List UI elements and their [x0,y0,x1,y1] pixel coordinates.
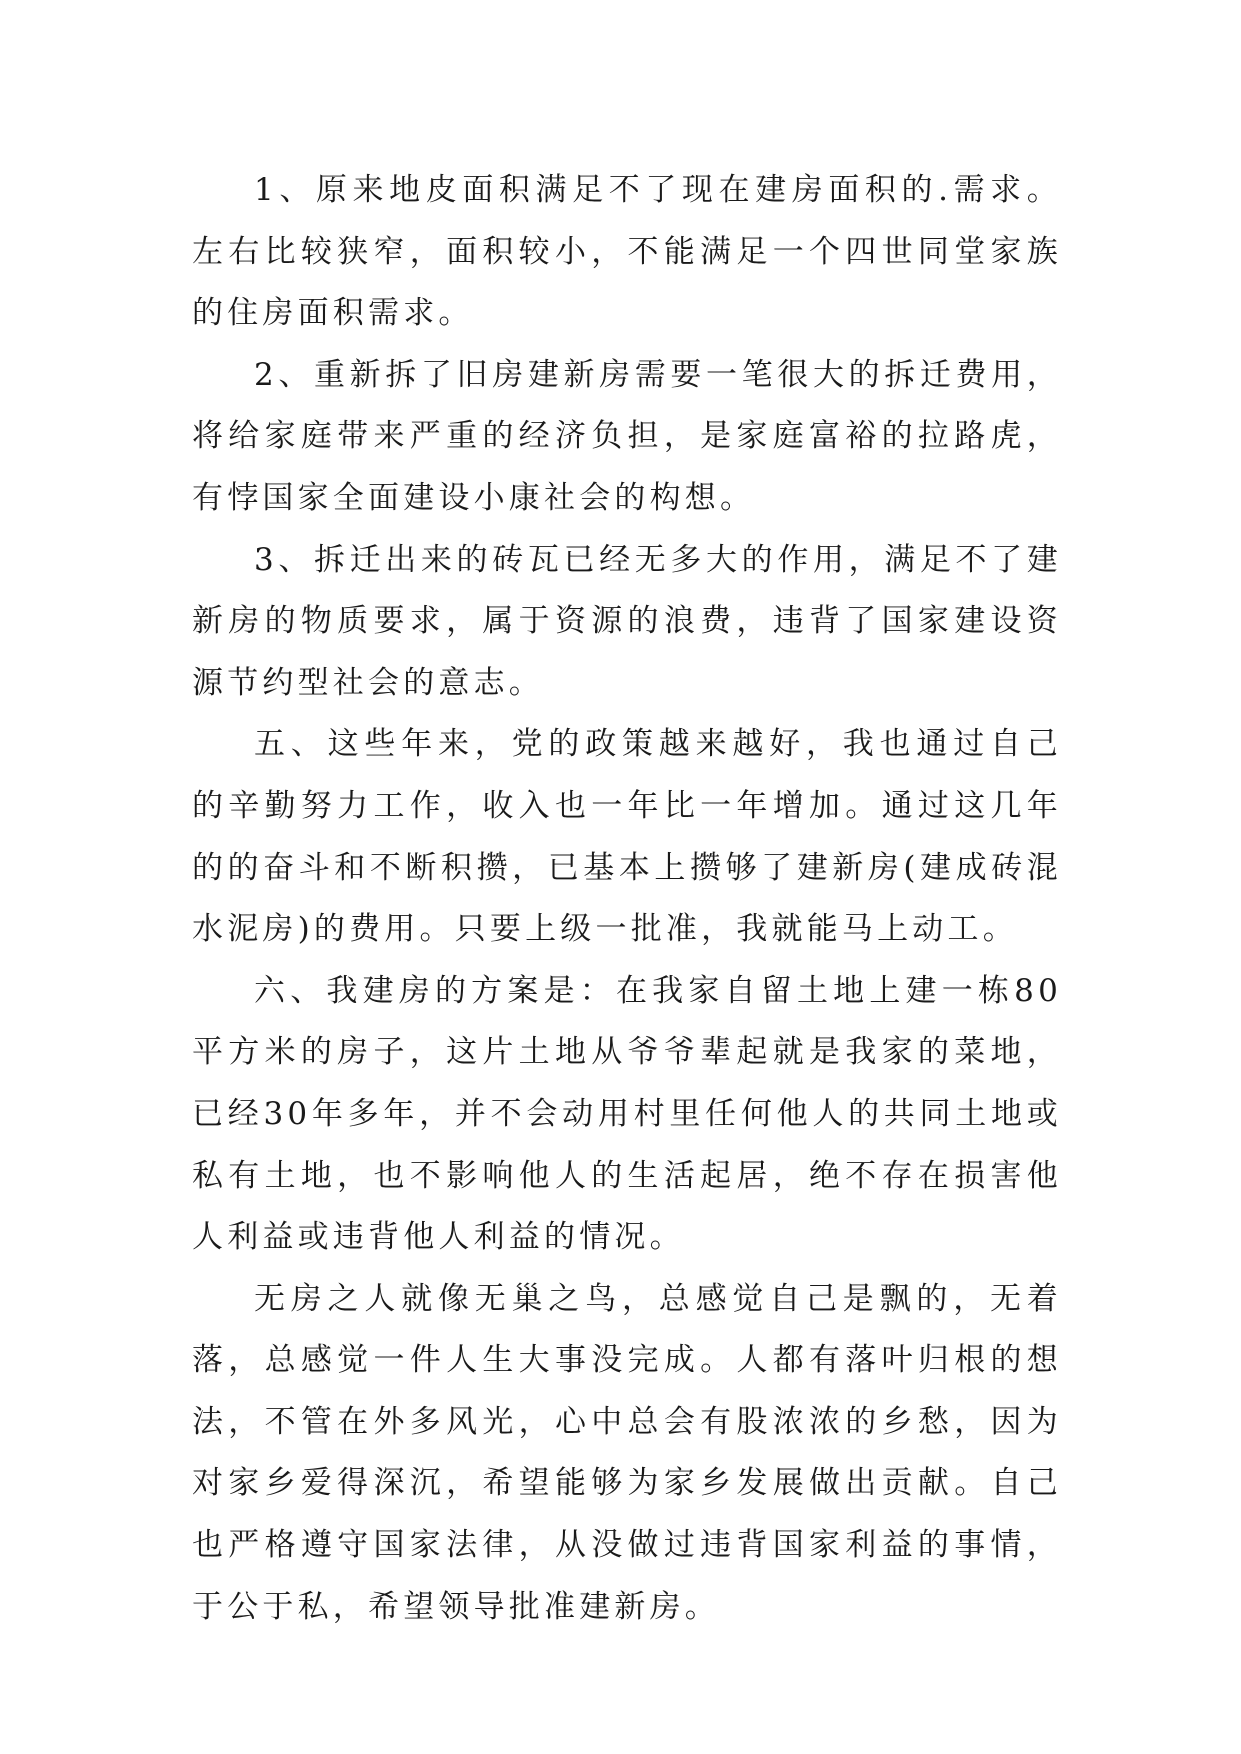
paragraph-5: 六、我建房的方案是：在我家自留土地上建一栋80平方米的房子，这片土地从爷爷辈起就是我家的菜地，已经30年多年，并不会动用村里任何他人的共同土地或私有土地，也不影响他人的生活起居，绝不存在损害他人利益或违背他人利益的情况。 [192,972,1062,1256]
paragraph-4: 五、这些年来，党的政策越来越好，我也通过自己的辛勤努力工作，收入也一年比一年增加。通过这几年的的奋斗和不断积攒，已基本上攒够了建新房(建成砖混水泥房)的费用。只要上级一批准，我就能马上动工。 [192,726,1062,948]
paragraph-1: 1、原来地皮面积满足不了现在建房面积的.需求。左右比较狭窄，面积较小，不能满足一个四世同堂家族的住房面积需求。 [192,172,1062,332]
document-body [192,160,1062,1638]
paragraph-2: 2、重新拆了旧房建新房需要一笔很大的拆迁费用，将给家庭带来严重的经济负担，是家庭富裕的拉路虎，有悖国家全面建设小康社会的构想。 [192,356,1062,516]
paragraph-3: 3、拆迁出来的砖瓦已经无多大的作用，满足不了建新房的物质要求，属于资源的浪费，违背了国家建设资源节约型社会的意志。 [192,541,1062,701]
paragraph-6: 无房之人就像无巢之鸟，总感觉自己是飘的，无着落，总感觉一件人生大事没完成。人都有落叶归根的想法，不管在外多风光，心中总会有股浓浓的乡愁，因为对家乡爱得深沉，希望能够为家乡发展做出贡献。自己也严格遵守国家法律，从没做过违背国家利益的事情，于公于私，希望领导批准建新房。 [192,1280,1062,1625]
